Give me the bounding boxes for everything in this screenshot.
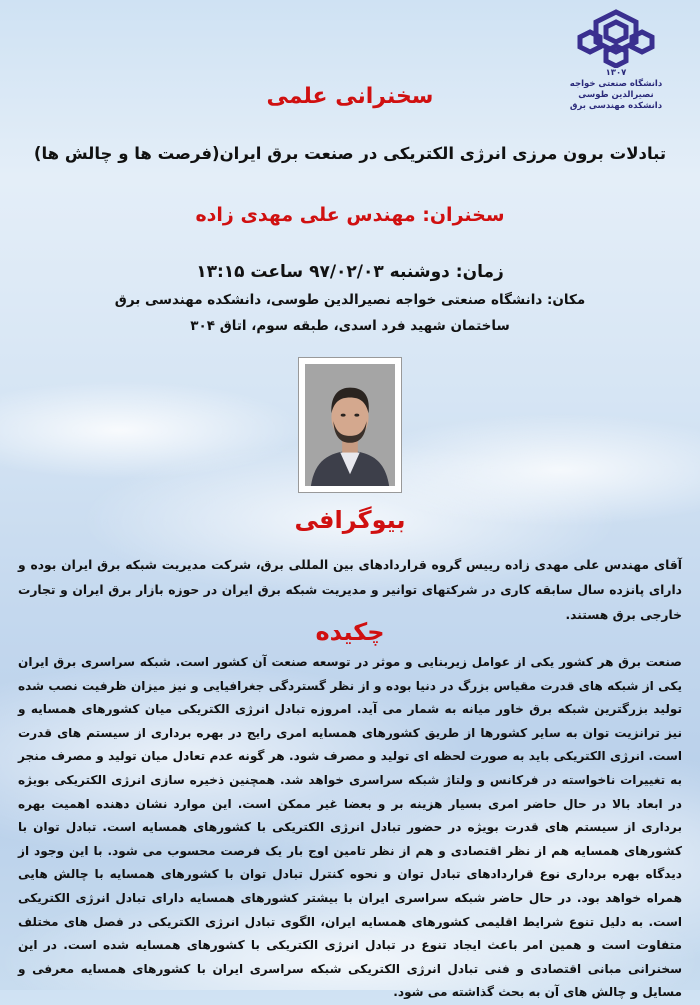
abstract-heading: چکیده	[315, 618, 385, 646]
biography-heading: بیوگرافی	[294, 506, 406, 534]
portrait-image	[305, 364, 395, 486]
logo-year: ۱۳۰۷	[605, 68, 627, 78]
logo-university-name: دانشگاه صنعتی خواجه نصیرالدین طوسی	[569, 79, 663, 100]
talk-time: زمان: دوشنبه ۹۷/۰۲/۰۳ ساعت ۱۳:۱۵	[196, 262, 504, 282]
talk-location-line2: ساختمان شهید فرد اسدی، طبقه سوم، اتاق ۳۰۴	[190, 318, 510, 334]
logo-faculty-name: دانشکده مهندسی برق	[569, 101, 663, 111]
speaker-photo	[298, 357, 402, 493]
biography-text: آقای مهندس علی مهدی زاده رییس گروه قراردادهای بین المللی برق، شرکت مدیریت شبکه برق ایران بوده و دارای پانزده سال سابقه کاری در شرکتهای توانیر و مدیریت شبکه برق ایران در حوزه بازار برق ایران و تجارت خارجی برق هستند.	[18, 558, 682, 622]
poster-title: سخنرانی علمی	[266, 84, 434, 109]
kntu-emblem-icon	[574, 8, 658, 68]
talk-subject: تبادلات برون مرزی انرژی الکتریکی در صنعت برق ایران(فرصت ها و چالش ها)	[33, 144, 667, 163]
speaker-name: سخنران: مهندس علی مهدی زاده	[195, 204, 505, 226]
abstract-text: صنعت برق هر کشور یکی از عوامل زیربنایی و موثر در توسعه صنعت آن کشور است. شبکه سراسری برق ایران یکی از شبکه های قدرت مقیاس بزرگ در دنیا بوده و از نظر گستردگی جغرافیایی و نیز میزان ظرفیت نصب شده تولید بزرگترین شبکه برق خاور میانه به شمار می آید. امروزه تبادل انرژی الکتریکی میان کشورهای همسایه و نیز ترانزیت توان به سایر کشورها از طریق کشورهای همسایه امری رایج در بهره برداری از سیستم های قدرت است. انرژی الکتریکی باید به صورت لحظه ای تولید و مصرف شود. هر گونه عدم تعادل میان تولید و مصرف منجر به تغییرات ناخواسته در فرکانس و ولتاژ شبکه سراسری خواهد شد. همچنین ذخیره سازی انرژی الکتریکی بویژه در ابعاد بالا در حال حاضر امری بسیار هزینه بر و بعضا غیر ممکن است. این موارد نشان دهنده اهمیت بهره برداری از سیستم های قدرت بویژه در حضور تبادل انرژی الکتریکی با کشورهای همسایه است. تبادل توان با کشورهای همسایه هم از نظر اقتصادی و هم از نظر تامین اوج بار یک فرصت محسوب می شود. با این وجود از دیدگاه بهره برداری نوع قراردادهای تبادل توان و نحوه کنترل تبادل توان با کشورهای همسایه با چالش هایی همراه خواهد بود. در حال حاضر شبکه سراسری ایران با بیشتر کشورهای همسایه دارای تبادل انرژی الکتریکی است. به دلیل تنوع شرایط اقلیمی کشورهای همسایه ایران، الگوی تبادل انرژی الکتریکی در فصل های مختلف متفاوت است و همین امر باعث ایجاد تنوع در تبادل انرژی الکتریکی با کشورهای همسایه شده است. در این سخنرانی مبانی اقتصادی و فنی تبادل انرژی الکتریکی شبکه سراسری ایران با کشورهای همسایه معرفی و مسایل و چالش های آن به بحث گذاشته می شود.	[18, 655, 682, 1000]
talk-location-line1: مکان: دانشگاه صنعتی خواجه نصیرالدین طوسی، دانشکده مهندسی برق	[114, 292, 586, 308]
